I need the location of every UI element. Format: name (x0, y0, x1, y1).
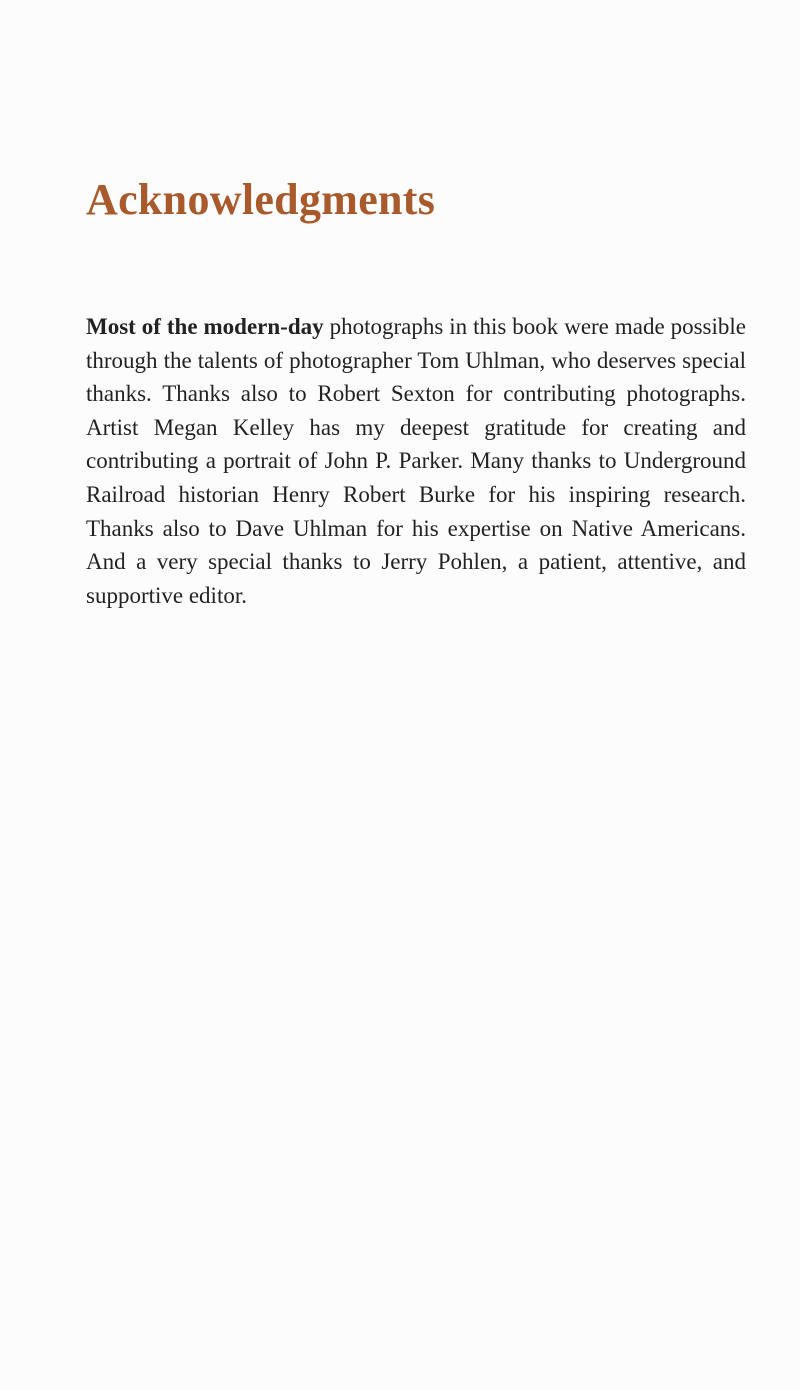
acknowledgments-paragraph (86, 310, 746, 612)
lead-in-text: Most of the modern-day (86, 314, 324, 339)
paragraph-body-text: photographs in this book were made possible through the talents of photographer Tom Uhlman, who deserves special thanks. Thanks also to Robert Sexton for contributing photographs. Artist Megan Kelley has my deepest gratitude for creating and contributing a portrait of John P. Parker. Many thanks to Underground Railroad historian Henry Robert Burke for his inspiring research. Thanks also to Dave Uhlman for his expertise on Native Americans. And a very special thanks to Jerry Pohlen, a patient, attentive, and supportive editor. (86, 314, 746, 608)
page-title: Acknowledgments (86, 175, 436, 224)
